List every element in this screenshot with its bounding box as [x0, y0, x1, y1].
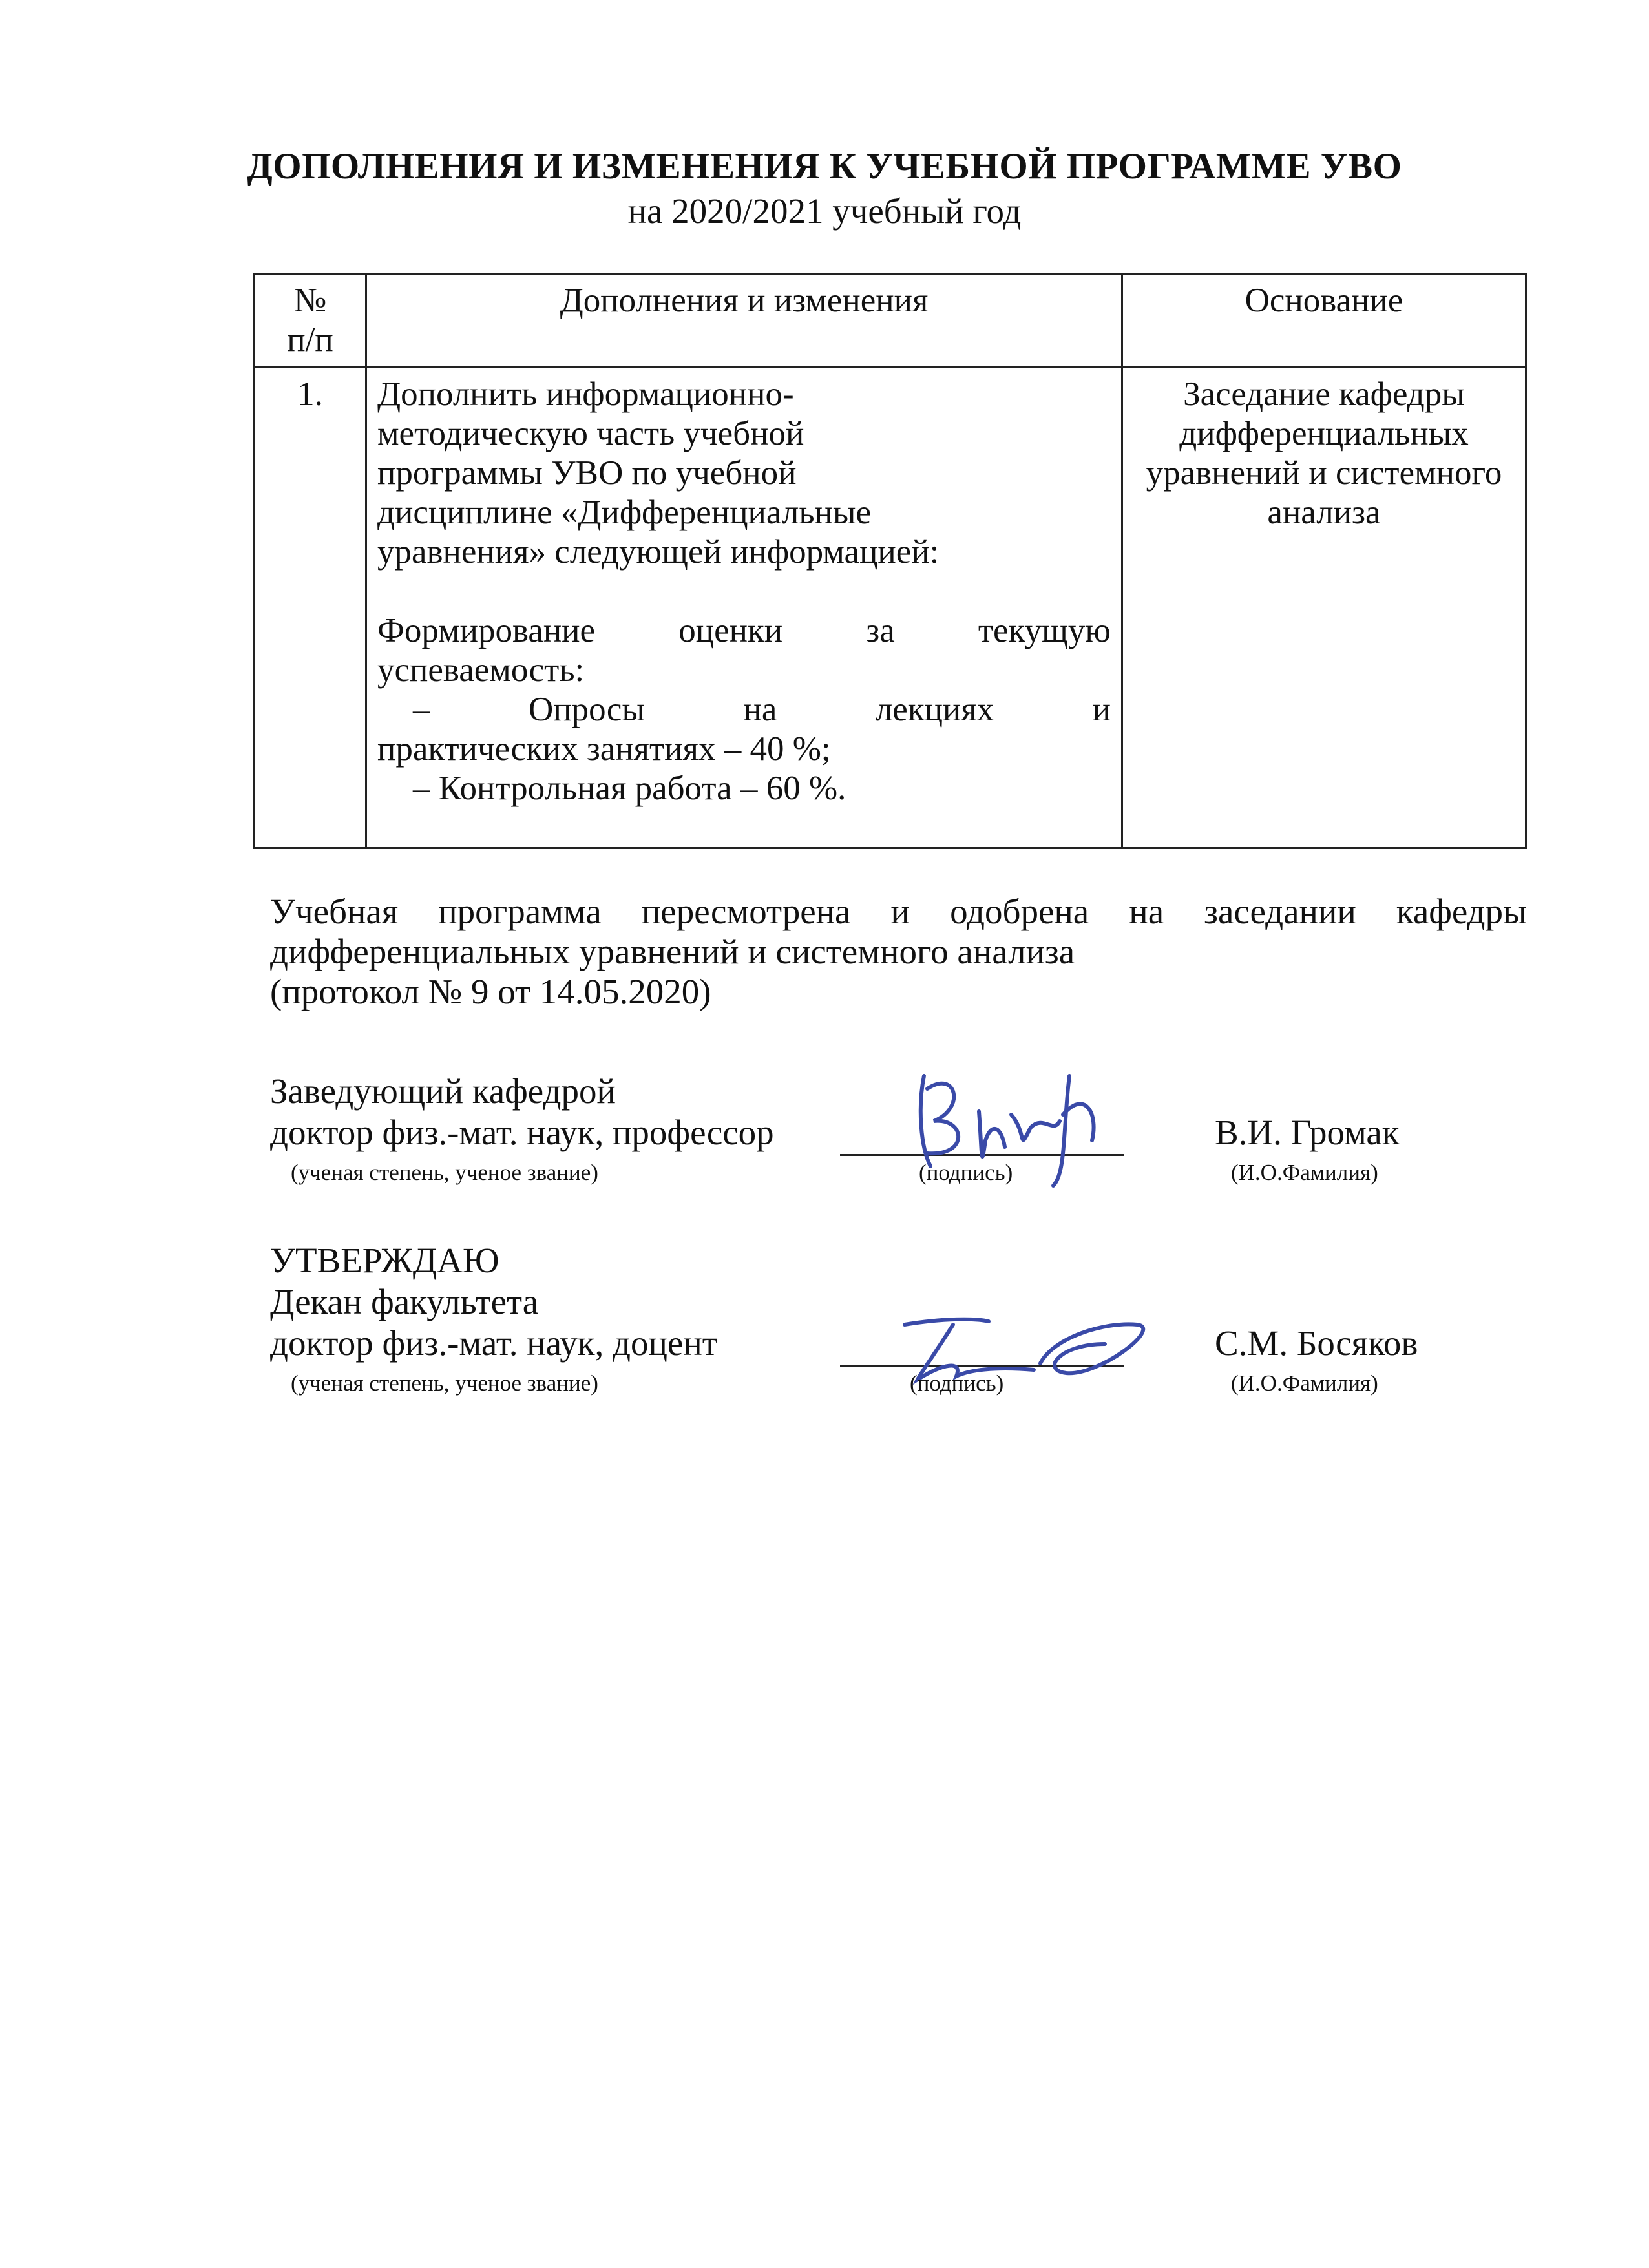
- basis-line: Заседание кафедры: [1183, 375, 1465, 413]
- basis-line: уравнений и системного: [1146, 454, 1502, 492]
- approve-heading: УТВЕРЖДАЮ: [270, 1241, 499, 1280]
- head-name-caption: (И.О.Фамилия): [1231, 1160, 1378, 1185]
- head-degree-caption: (ученая степень, ученое звание): [291, 1160, 598, 1185]
- dean-name: С.М. Босяков: [1215, 1323, 1418, 1363]
- dean-position: Декан факультета: [270, 1282, 539, 1321]
- dean-name-caption: (И.О.Фамилия): [1231, 1370, 1378, 1396]
- desc-intro-line: уравнения» следующей информацией:: [377, 533, 940, 571]
- head-degree: доктор физ.-мат. наук, профессор: [270, 1113, 774, 1152]
- row-description: [366, 368, 1122, 848]
- head-name: В.И. Громак: [1215, 1113, 1400, 1152]
- head-signature-caption: (подпись): [919, 1160, 1013, 1185]
- spacer: [377, 572, 1111, 611]
- basis-line: дифференциальных: [1179, 415, 1469, 452]
- assessment-item: – Контрольная работа – 60 %.: [413, 770, 846, 807]
- dean-degree-caption: (ученая степень, ученое звание): [291, 1370, 598, 1396]
- approval-line: дифференциальных уравнений и системного анализа: [270, 932, 1075, 971]
- approval-line: Учебная программа пересмотрена и одобрена на заседании кафедры: [270, 892, 1527, 931]
- approval-paragraph: [270, 892, 1527, 1012]
- desc-intro-line: методическую часть учебной: [377, 415, 804, 452]
- header-basis: Основание: [1122, 274, 1526, 368]
- assessment-item-continued: практических занятиях – 40 %;: [377, 730, 831, 768]
- desc-intro-line: дисциплине «Дифференциальные: [377, 494, 872, 531]
- header-number: № п/п: [255, 274, 366, 368]
- desc-intro-line: Дополнить информационно-: [377, 375, 794, 413]
- assessment-line: Формирование оценки за текущую: [377, 612, 1111, 649]
- dean-signature-caption: (подпись): [910, 1370, 1004, 1396]
- table-header-row: [255, 274, 1526, 368]
- header-changes: Дополнения и изменения: [366, 274, 1122, 368]
- row-number: 1.: [255, 368, 366, 848]
- assessment-line: успеваемость:: [377, 651, 585, 689]
- approval-protocol: (протокол № 9 от 14.05.2020): [270, 972, 711, 1011]
- desc-intro-line: программы УВО по учебной: [377, 454, 797, 492]
- dean-degree: доктор физ.-мат. наук, доцент: [270, 1323, 718, 1363]
- changes-table: [253, 273, 1527, 849]
- head-position: Заведующий кафедрой: [270, 1071, 616, 1111]
- assessment-item: – Опросы на лекциях и: [413, 691, 1111, 728]
- document-title: ДОПОЛНЕНИЯ И ИЗМЕНЕНИЯ К УЧЕБНОЙ ПРОГРАММЕ УВО: [247, 146, 1402, 187]
- table-row: [255, 368, 1526, 848]
- basis-line: анализа: [1267, 494, 1381, 531]
- row-basis: [1122, 368, 1526, 848]
- document-subtitle: на 2020/2021 учебный год: [627, 191, 1022, 231]
